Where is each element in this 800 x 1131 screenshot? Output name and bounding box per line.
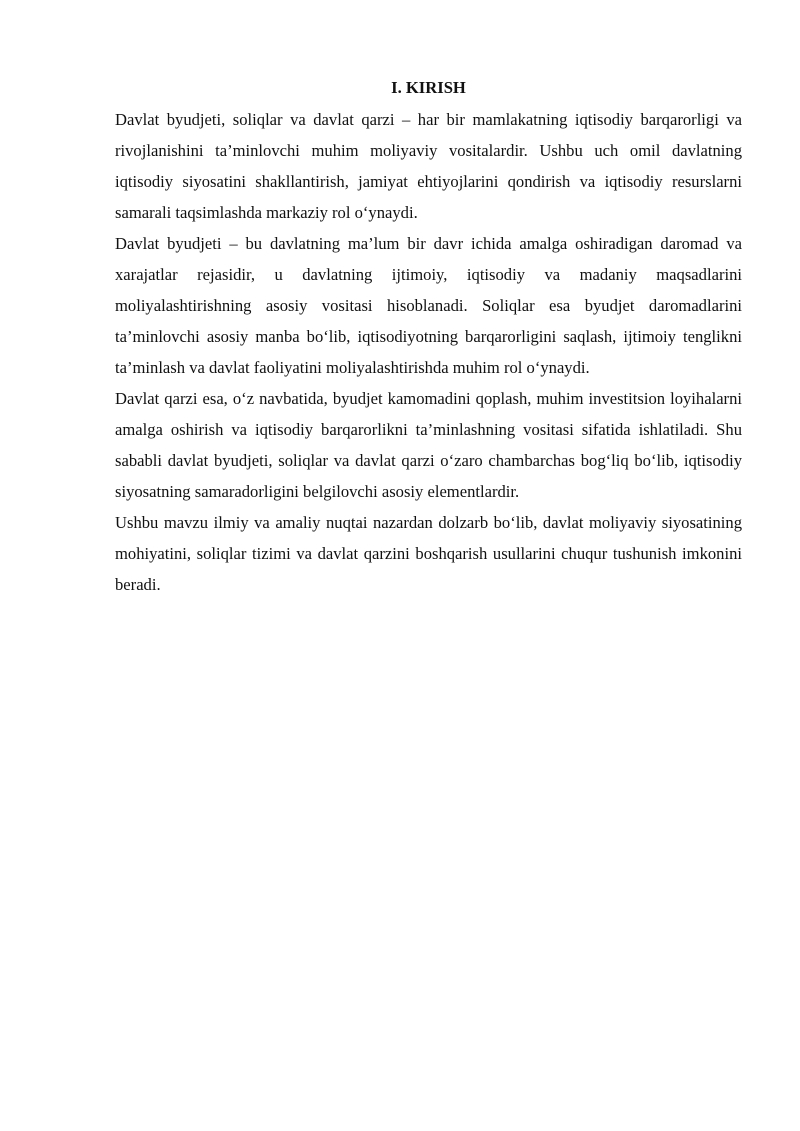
paragraph-3: Davlat qarzi esa, oʻz navbatida, byudjet kamomadini qoplash, muhim investitsion loyihalarni amalga oshirish va iqtisodiy barqarorlikni ta’minlashning vositasi sifatida ishlatiladi. Shu sababli davlat byudjeti, soliqlar va davlat qarzi oʻzaro chambarchas bogʻliq boʻlib, iqtisodiy siyosatning samaradorligini belgilovchi asosiy elementlardir.	[115, 389, 742, 501]
document-body	[115, 74, 742, 600]
paragraph-1: Davlat byudjeti, soliqlar va davlat qarzi – har bir mamlakatning iqtisodiy barqarorligi va rivojlanishini ta’minlovchi muhim moliyaviy vositalardir. Ushbu uch omil davlatning iqtisodiy siyosatini shakllantirish, jamiyat ehtiyojlarini qondirish va iqtisodiy resurslarni samarali taqsimlashda markaziy rol oʻynaydi.	[115, 110, 742, 222]
section-heading: I. KIRISH	[391, 78, 466, 97]
paragraph-4: Ushbu mavzu ilmiy va amaliy nuqtai nazardan dolzarb boʻlib, davlat moliyaviy siyosatining mohiyatini, soliqlar tizimi va davlat qarzini boshqarish usullarini chuqur tushunish imkonini beradi.	[115, 513, 742, 594]
paragraph-2: Davlat byudjeti – bu davlatning ma’lum bir davr ichida amalga oshiradigan daromad va xarajatlar rejasidir, u davlatning ijtimoiy, iqtisodiy va madaniy maqsadlarini moliyalashtirishning asosiy vositasi hisoblanadi. Soliqlar esa byudjet daromadlarini ta’minlovchi asosiy manba boʻlib, iqtisodiyotning barqarorligini saqlash, ijtimoiy tenglikni ta’minlash va davlat faoliyatini moliyalashtirishda muhim rol oʻynaydi.	[115, 234, 742, 377]
